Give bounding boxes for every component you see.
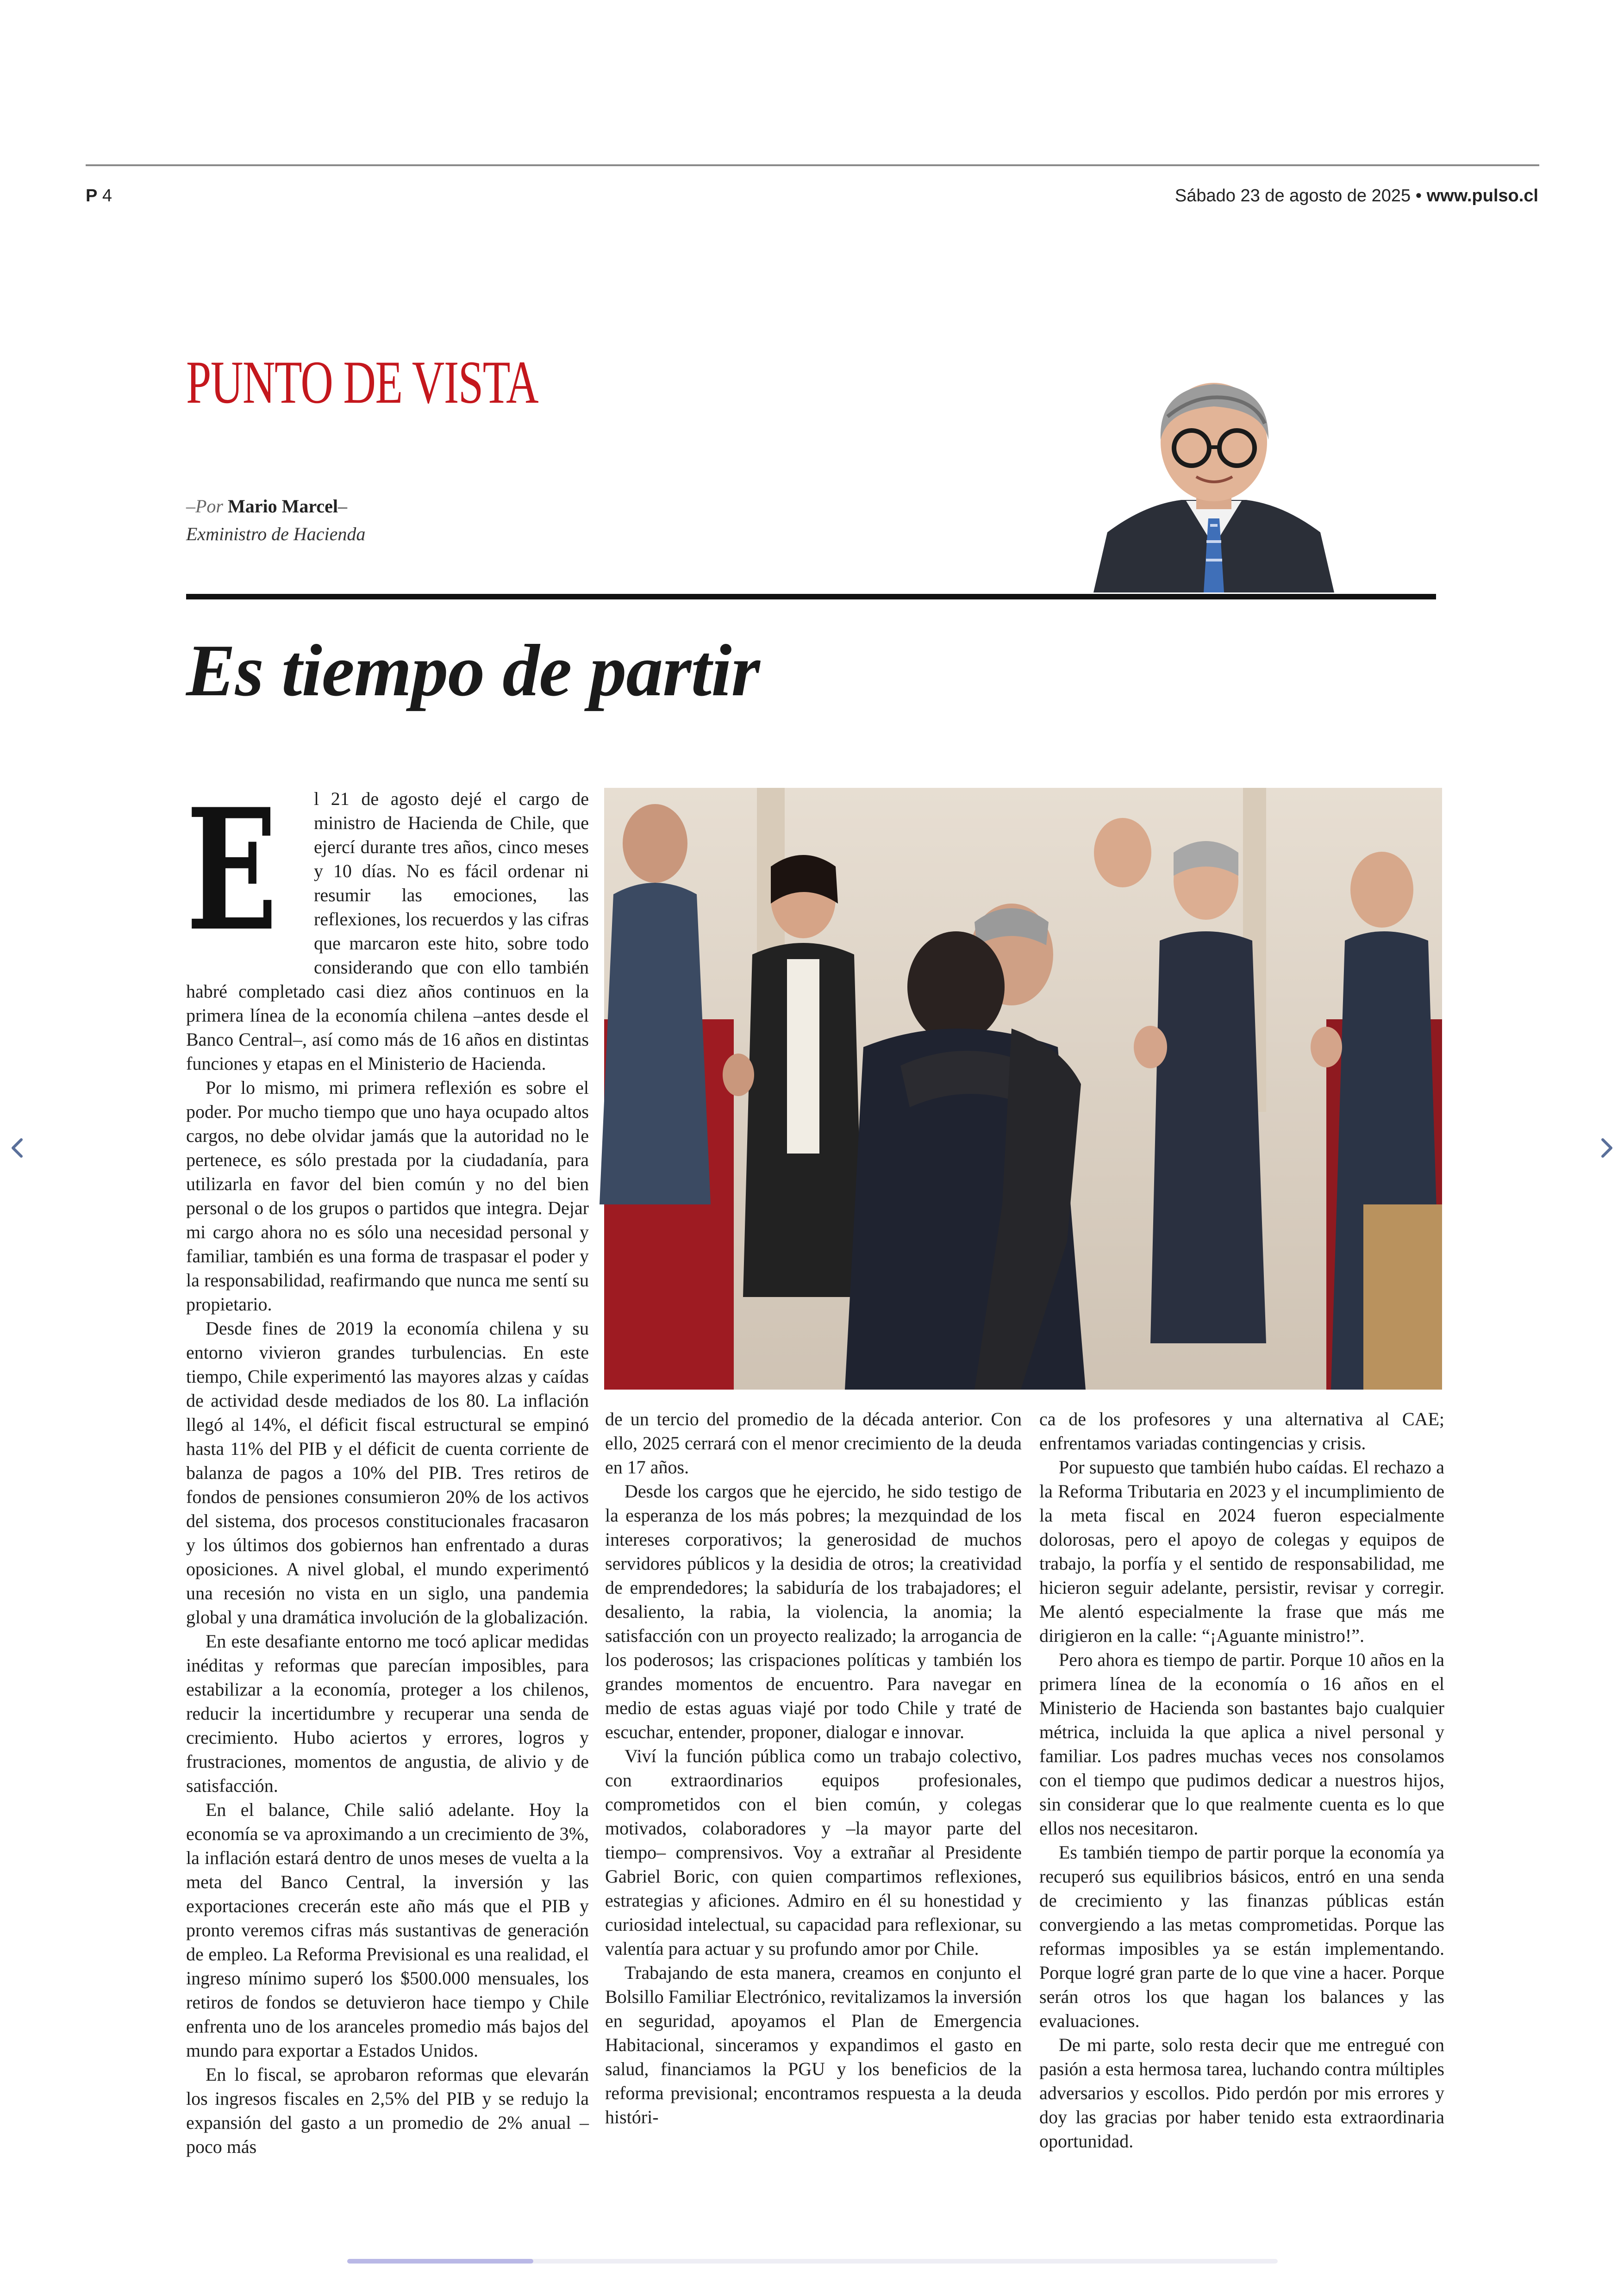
paragraph: de un tercio del promedio de la década anterior. Con ello, 2025 cerrará con el menor crecimiento de la deuda en 17 años. [605, 1409, 1022, 1478]
page-progress-bar[interactable] [347, 2259, 1278, 2264]
article-column-2 [605, 1407, 1022, 2143]
paragraph: En el balance, Chile salió adelante. Hoy la economía se va aproximando a un crecimiento de 3%, la inflación estará dentro de unos meses de vuelta a la meta del Banco Central, la inversión y las exportaciones crecerán este año más que el PIB y pronto veremos cifras más sustantivas de generación de empleo. La Reforma Previsional es una realidad, el ingreso mínimo superó los $500.000 mensuales, los retiros de fondos se detuvieron hace tiempo y Chile enfrenta uno de los aranceles promedio más bajos del mundo para exportar a Estados Unidos. [186, 1799, 589, 2061]
author-portrait [1075, 366, 1353, 592]
issue-date: Sábado 23 de agosto de 2025 • [1174, 186, 1422, 206]
paragraph: Trabajando de esta manera, creamos en conjunto el Bolsillo Familiar Electrónico, revitalizamos la inversión en seguridad, apoyamos el Plan de Emergencia Habitacional, sinceramos y expandimos el gasto en salud, financiamos la PGU y los beneficios de la reforma previsional; encontramos respuesta a la deuda históri- [605, 1962, 1022, 2127]
author-name: Mario Marcel [228, 496, 338, 517]
page-progress-fill [347, 2259, 533, 2264]
article-column-3 [1039, 1407, 1444, 2152]
paragraph: Viví la función pública como un trabajo colectivo, con extraordinarios equipos profesionales, comprometidos con el bien común, y colegas motivados, colaboradores y –la mayor parte del tiempo– comprensivos. Voy a extrañar al Presidente Gabriel Boric, con quien compartimos reflexiones, estrategias y aficiones. Admiro en él su honestidad y curiosidad intelectual, su capacidad para reflexionar, su valentía para actuar y su profundo amor por Chile. [605, 1746, 1022, 1959]
paragraph: Pero ahora es tiempo de partir. Porque 10 años en la primera línea de la economía o 16 años en el Ministerio de Hacienda son bastantes bajo cualquier métrica, incluida la que aplica a nivel personal y familiar. Los padres muchas veces nos consolamos con el tiempo que pudimos dedicar a nuestros hijos, sin considerar que lo que realmente cuenta es lo que ellos nos necesitaron. [1039, 1649, 1444, 1839]
paragraph: ca de los profesores y una alternativa al CAE; enfrentamos variadas contingencias y crisis. [1039, 1409, 1444, 1453]
paragraph: De mi parte, solo resta decir que me entregué con pasión a esta hermosa tarea, luchando contra múltiples adversarios y escollos. Pido perdón por mis errores y doy las gracias por haber tenido esta extraordinaria oportunidad. [1039, 2034, 1444, 2152]
chevron-left-icon [4, 1134, 31, 1162]
article-column-1 [186, 772, 589, 2157]
site-link[interactable]: www.pulso.cl [1426, 186, 1538, 206]
article-headline: Es tiempo de partir [186, 629, 760, 711]
paragraph: En lo fiscal, se aprobaron reformas que elevarán los ingresos fiscales en 2,5% del PIB y se redujo la expansión del gasto a un promedio de 2% anual –poco más [186, 2064, 589, 2157]
drop-cap: E [186, 772, 278, 968]
paragraph: l 21 de agosto dejé el cargo de ministro de Hacienda de Chile, que ejercí durante tres años, cinco meses y 10 días. No es fácil ordenar ni resumir las emociones, las reflexiones, los recuerdos y las cifras que marcaron este hito, sobre todo considerando que con ello también habré completado casi diez años continuos en la primera línea de la economía chilena –antes desde el Banco Central–, así como más de 16 años en distintas funciones y etapas en el Ministerio de Hacienda. [186, 788, 589, 1074]
paragraph: Por lo mismo, mi primera reflexión es sobre el poder. Por mucho tiempo que uno haya ocupado altos cargos, no debe olvidar jamás que la autoridad no le pertenece, es sólo prestada por la ciudadanía, para utilizarla en favor del bien común y no del bien personal o de los grupos o partidos que integra. Dejar mi cargo ahora no es sólo una necesidad personal y familiar, también es una forma de traspasar el poder y la responsabilidad, reafirmando que nunca me sentí su propietario. [186, 1077, 589, 1315]
page-number [86, 186, 112, 206]
paragraph: Por supuesto que también hubo caídas. El rechazo a la Reforma Tributaria en 2023 y el incumplimiento de la meta fiscal en 2024 fueron especialmente dolorosas, pero el apoyo de colegas y equipos de trabajo, la porfía y el sentido de responsabilidad, me hicieron seguir adelante, persistir, revisar y corregir. Me alentó especialmente la frase que más me dirigieron en la calle: “¡Aguante ministro!”. [1039, 1457, 1444, 1646]
page-prefix: P [86, 186, 98, 206]
header-divider [86, 164, 1539, 166]
article-photo [604, 788, 1442, 1390]
paragraph: Desde fines de 2019 la economía chilena y su entorno vivieron grandes turbulencias. En este tiempo, Chile experimentó las mayores alzas y caídas de actividad desde mediados de los 80. La inflación llegó al 14%, el déficit fiscal estructural se empinó hasta 11% del PIB y el déficit de cuenta corriente de balanza de pagos a 10% del PIB. Tres retiros de fondos de pensiones consumieron 20% de los activos del sistema, dos procesos constitucionales fracasaron y los últimos dos gobiernos han enfrentado a duras oposiciones. A nivel global, el mundo experimentó una recesión no vista en un siglo, una pandemia global y una dramática involución de la globalización. [186, 1318, 589, 1628]
paragraph: Desde los cargos que he ejercido, he sido testigo de la esperanza de los más pobres; la mezquindad de los intereses corporativos; la generosidad de muchos servidores públicos y la desidia de otros; la creatividad de emprendedores; la sabiduría de los trabajadores; el desaliento, la rabia, la violencia, la anomia; la satisfacción con un proyecto realizado; la arrogancia de los poderosos; las crispaciones políticas y también los grandes momentos de encuentro. Para navegar en medio de estas aguas viajé por todo Chile y traté de escuchar, entender, proponer, dialogar e innovar. [605, 1481, 1022, 1742]
prev-page-button[interactable] [4, 1134, 31, 1162]
chevron-right-icon [1593, 1134, 1620, 1162]
headline-divider [186, 594, 1436, 599]
byline-prefix: –Por [186, 496, 223, 517]
section-label: PUNTO DE VISTA [186, 348, 538, 416]
page-number-value: 4 [102, 186, 112, 206]
paragraph: En este desafiante entorno me tocó aplicar medidas inéditas y reformas que parecían imposibles, para estabilizar a la economía, proteger a los chilenos, reducir la incertidumbre y recuperar una senda de crecimiento. Hubo aciertos y errores, logros y frustraciones, momentos de angustia, de alivio y de satisfacción. [186, 1631, 589, 1796]
byline [186, 495, 347, 517]
next-page-button[interactable] [1593, 1134, 1620, 1162]
author-role: Exministro de Hacienda [186, 524, 366, 544]
paragraph: Es también tiempo de partir porque la economía ya recuperó sus equilibrios básicos, entró en una senda de crecimiento y las finanzas públicas están convergiendo a las metas comprometidas. Porque las reformas imposibles ya se están implementando. Porque logré gran parte de lo que vine a hacer. Porque serán otros los que hagan los balances y las evaluaciones. [1039, 1842, 1444, 2031]
header-date [1175, 186, 1538, 206]
byline-suffix: – [338, 496, 348, 517]
